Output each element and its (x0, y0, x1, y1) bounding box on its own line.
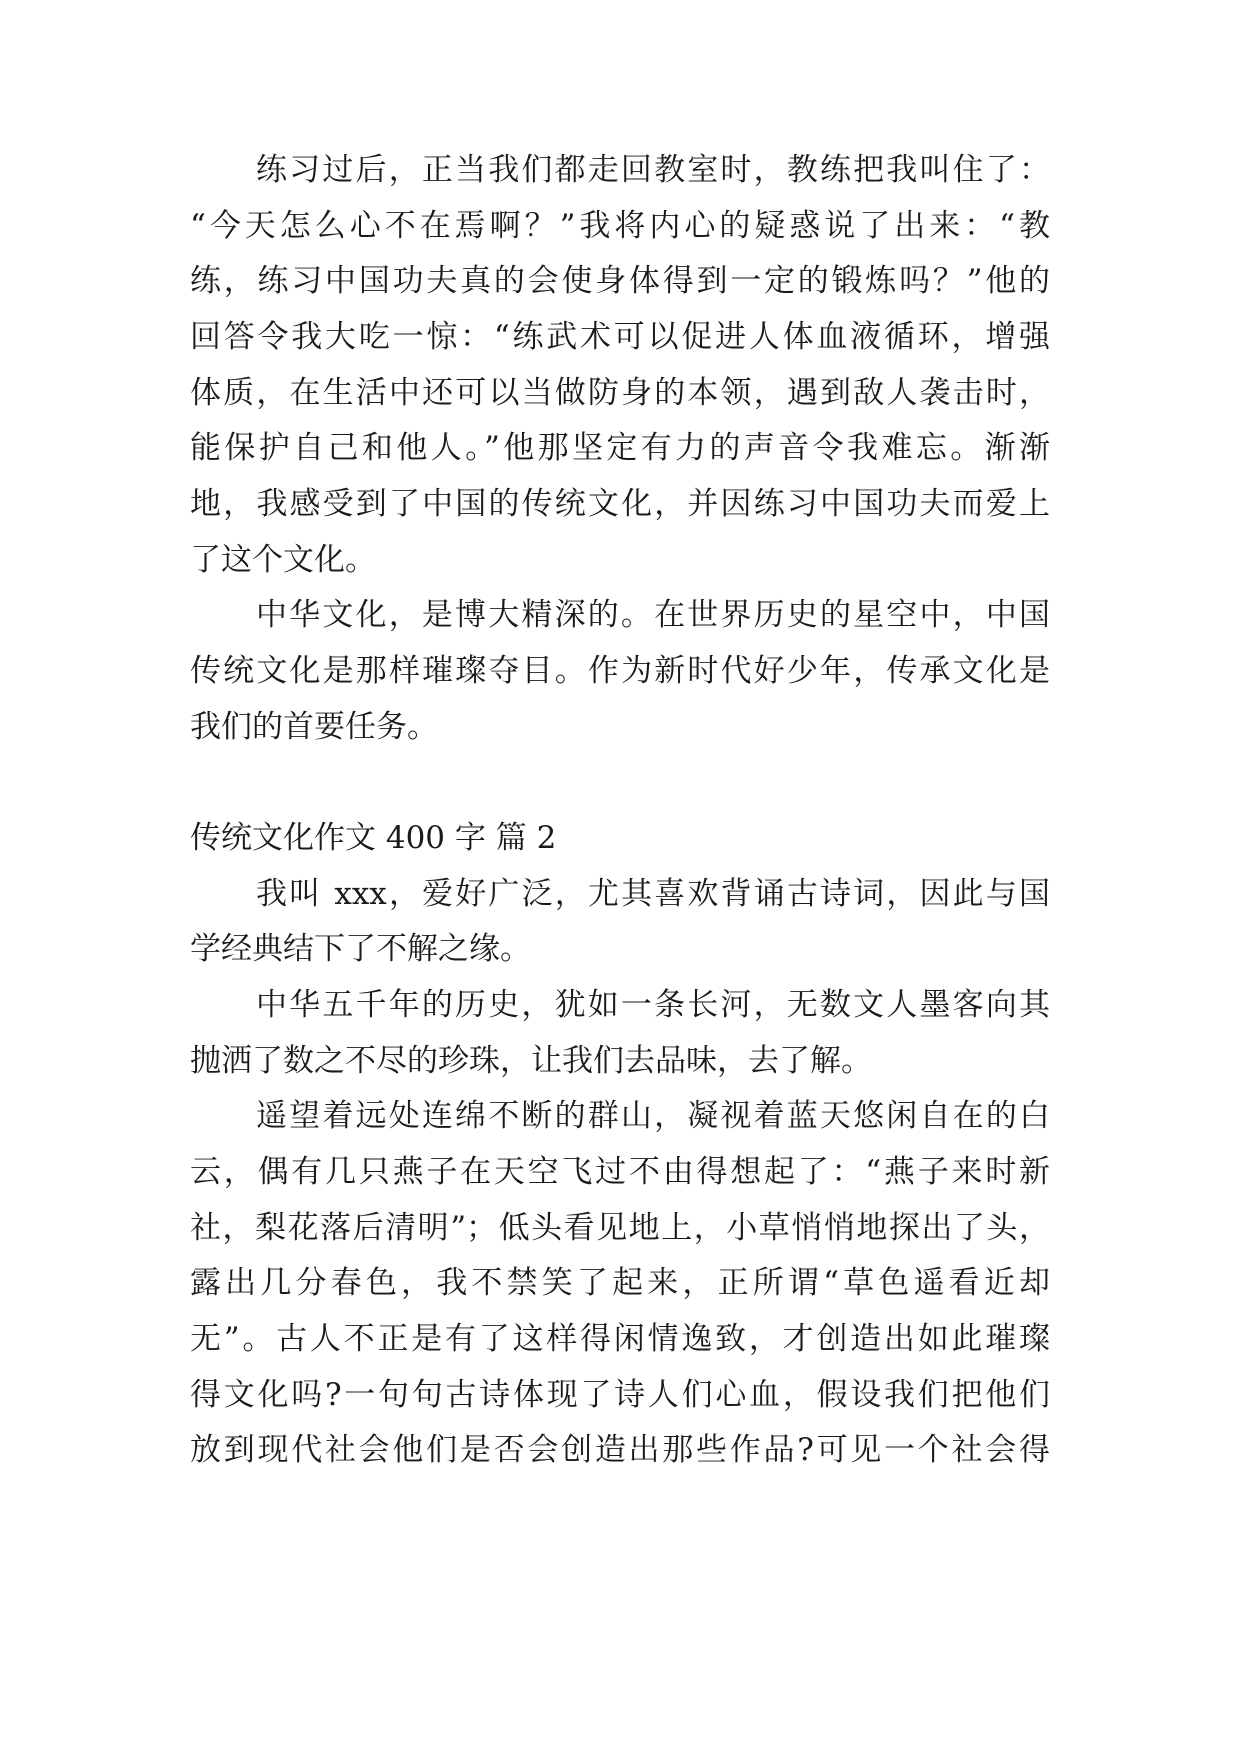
paragraph-line: 练，练习中国功夫真的会使身体得到一定的锻炼吗？”他的 (190, 263, 1050, 299)
paragraph-line: 露出几分春色，我不禁笑了起来，正所谓“草色遥看近却 (190, 1265, 1050, 1301)
paragraph-line: 地，我感受到了中国的传统文化，并因练习中国功夫而爱上 (190, 486, 1050, 522)
paragraph-line: 抛洒了数之不尽的珍珠，让我们去品味，去了解。 (190, 1043, 872, 1079)
paragraph-line: 能保护自己和他人。”他那坚定有力的声音令我难忘。渐渐 (190, 430, 1050, 466)
paragraph-line: 我叫 xxx，爱好广泛，尤其喜欢背诵古诗词，因此与国 (256, 876, 1050, 912)
paragraph-line: 回答令我大吃一惊：“练武术可以促进人体血液循环，增强 (190, 319, 1050, 355)
paragraph-line: “今天怎么心不在焉啊？”我将内心的疑惑说了出来：“教 (190, 208, 1050, 244)
paragraph-line: 社，梨花落后清明”；低头看见地上，小草悄悄地探出了头， (190, 1210, 1050, 1246)
paragraph-line: 中华五千年的历史，犹如一条长河，无数文人墨客向其 (256, 987, 1050, 1023)
paragraph-line: 得文化吗?一句句古诗体现了诗人们心血，假设我们把他们 (190, 1377, 1050, 1413)
paragraph-line: 云，偶有几只燕子在天空飞过不由得想起了：“燕子来时新 (190, 1154, 1050, 1190)
paragraph-line: 遥望着远处连绵不断的群山，凝视着蓝天悠闲自在的白 (256, 1098, 1050, 1134)
paragraph-line: 学经典结下了不解之缘。 (190, 931, 531, 967)
paragraph-line: 体质，在生活中还可以当做防身的本领，遇到敌人袭击时， (190, 375, 1050, 411)
paragraph-line: 了这个文化。 (190, 542, 376, 578)
paragraph-line: 传统文化是那样璀璨夺目。作为新时代好少年，传承文化是 (190, 653, 1050, 689)
paragraph-line: 无”。古人不正是有了这样得闲情逸致，才创造出如此璀璨 (190, 1321, 1050, 1357)
paragraph-line: 我们的首要任务。 (190, 709, 438, 745)
paragraph-line: 放到现代社会他们是否会创造出那些作品?可见一个社会得 (190, 1432, 1050, 1468)
paragraph-line: 中华文化，是博大精深的。在世界历史的星空中，中国 (256, 597, 1050, 633)
section-heading: 传统文化作文 400 字 篇 2 (190, 820, 557, 856)
paragraph-line: 练习过后，正当我们都走回教室时，教练把我叫住了： (256, 152, 1050, 188)
